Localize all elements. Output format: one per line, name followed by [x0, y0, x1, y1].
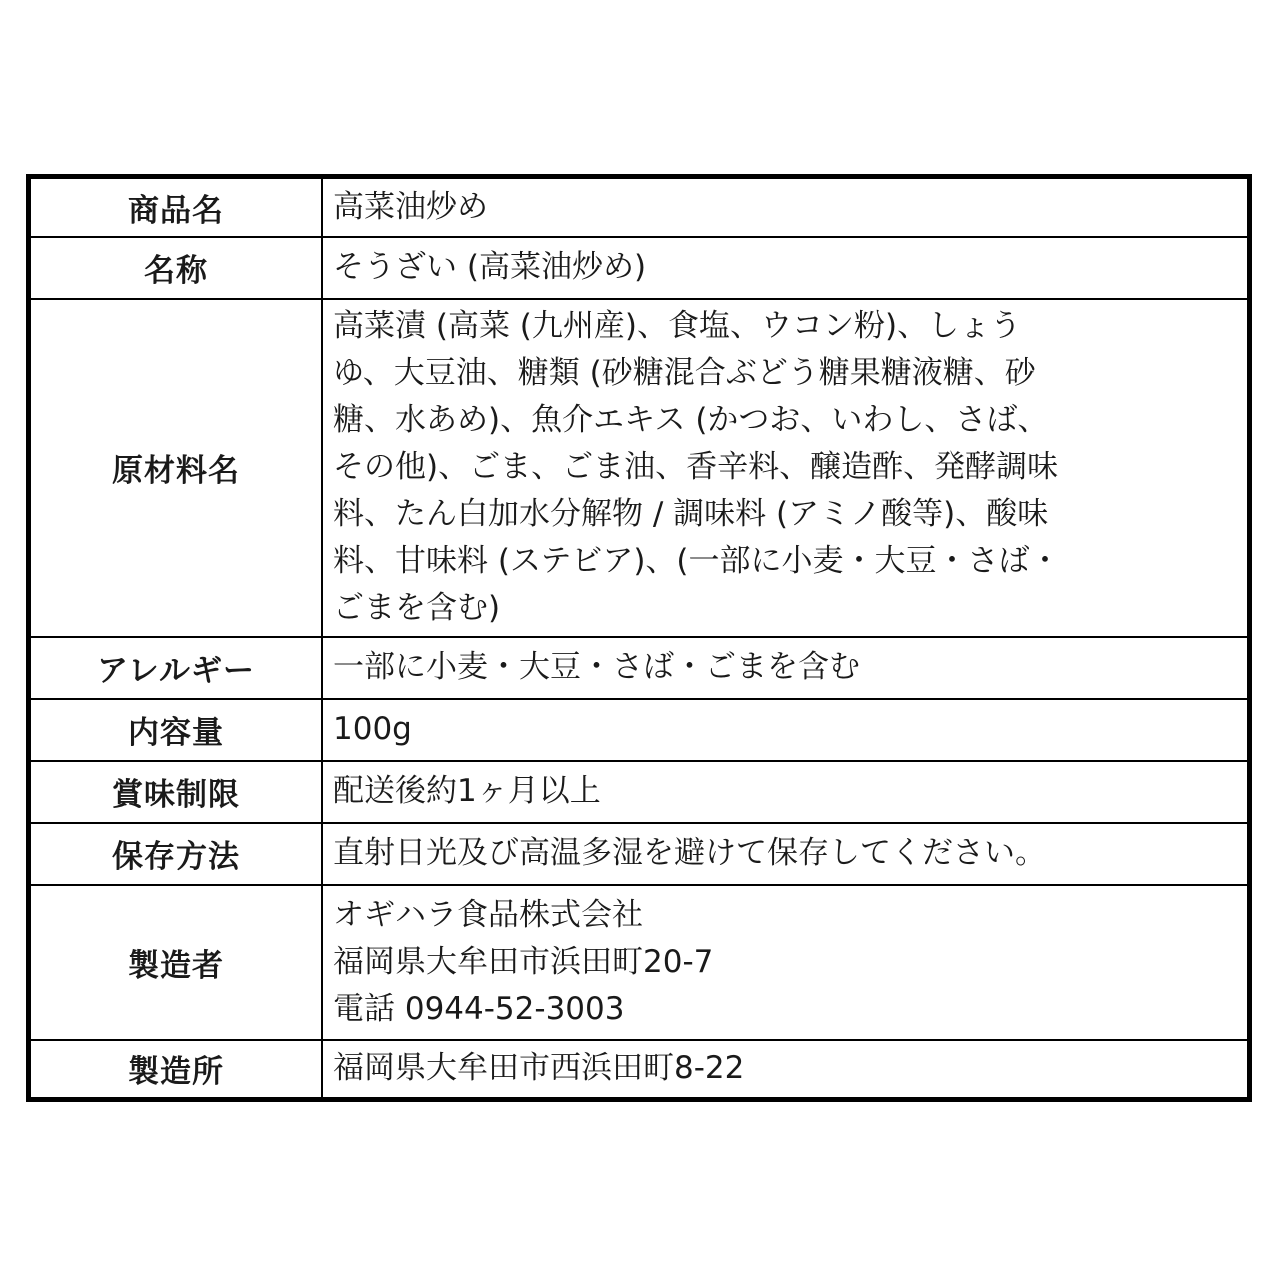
value-line: そうざい (高菜油炒め): [333, 249, 647, 285]
value-line: 配送後約1ヶ月以上: [333, 773, 601, 809]
table-row: [29, 699, 1250, 761]
value-line: オギハラ食品株式会社: [333, 896, 643, 933]
value-line: 料、たん白加水分解物 / 調味料 (アミノ酸等)、酸味: [333, 496, 1049, 532]
row-key-storage: 保存方法: [29, 823, 323, 885]
table-row: [29, 761, 1250, 823]
row-key-factory: 製造所: [29, 1040, 323, 1100]
table-row: [29, 177, 1250, 237]
table-row: [29, 637, 1250, 699]
value-line: 電話 0944-52-3003: [333, 990, 625, 1027]
table-row: [29, 1040, 1250, 1100]
value-line: 糖、水あめ)、魚介エキス (かつお、いわし、さば、: [333, 402, 1049, 438]
row-key-content-amount: 内容量: [29, 699, 323, 761]
table-row: [29, 299, 1250, 637]
product-label-table: [26, 174, 1252, 1102]
row-key-manufacturer: 製造者: [29, 885, 323, 1040]
row-value-ingredients: [322, 299, 1250, 637]
value-line: 高菜漬 (高菜 (九州産)、食塩、ウコン粉)、しょう: [333, 308, 1022, 344]
value-line: 100g: [333, 711, 412, 747]
row-key-ingredients: 原材料名: [29, 299, 323, 637]
row-key-best-before: 賞味制限: [29, 761, 323, 823]
row-value-name: [322, 237, 1250, 299]
row-value-best-before: [322, 761, 1250, 823]
table-row: [29, 237, 1250, 299]
value-line: 直射日光及び高温多湿を避けて保存してください。: [333, 835, 1046, 871]
row-value-content-amount: [322, 699, 1250, 761]
row-value-storage: [322, 823, 1250, 885]
value-line: 高菜油炒め: [333, 188, 488, 225]
value-line: 料、甘味料 (ステビア)、(一部に小麦・大豆・さば・: [333, 543, 1061, 579]
row-value-factory: [322, 1040, 1250, 1100]
row-key-product-name: 商品名: [29, 177, 323, 237]
value-line: ごまを含む): [333, 590, 501, 626]
value-line: その他)、ごま、ごま油、香辛料、醸造酢、発酵調味: [333, 449, 1059, 485]
row-value-allergy: [322, 637, 1250, 699]
row-value-manufacturer: [322, 885, 1250, 1040]
value-line: 福岡県大牟田市浜田町20-7: [333, 943, 714, 980]
row-key-allergy: アレルギー: [29, 637, 323, 699]
value-line: 一部に小麦・大豆・さば・ごまを含む: [333, 649, 860, 685]
value-line: ゆ、大豆油、糖類 (砂糖混合ぶどう糖果糖液糖、砂: [333, 355, 1036, 391]
table-row: [29, 823, 1250, 885]
row-value-product-name: [322, 177, 1250, 237]
row-key-name: 名称: [29, 237, 323, 299]
value-line: 福岡県大牟田市西浜田町8-22: [333, 1050, 745, 1087]
table-row: [29, 885, 1250, 1040]
